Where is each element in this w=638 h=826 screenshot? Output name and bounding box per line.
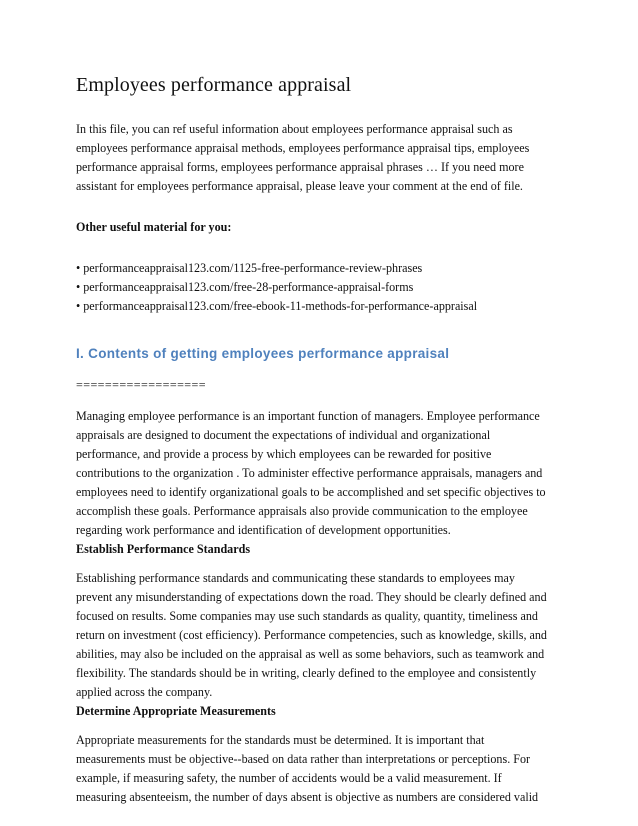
- document-page: [76, 72, 566, 807]
- establish-paragraph: [76, 569, 566, 702]
- managing-line: contributions to the organization . To administer effective performance appraisals, managers and: [76, 466, 543, 480]
- determine-line: Appropriate measurements for the standards must be determined. It is important that: [76, 733, 485, 747]
- managing-line: performance, and provide a process by which employees can be rewarded for positive: [76, 447, 492, 461]
- establish-line: Establishing performance standards and communicating these standards to employees may: [76, 571, 515, 585]
- establish-line: abilities, may also be included on the appraisal as well as some behaviors, such as teamwork and: [76, 647, 545, 661]
- link-item[interactable]: • performanceappraisal123.com/free-28-performance-appraisal-forms: [76, 280, 414, 294]
- document-title: Employees performance appraisal: [76, 74, 352, 96]
- intro-line: employees performance appraisal methods, employees performance appraisal tips, employees: [76, 141, 530, 155]
- managing-line: appraisals are designed to document the expectations of individual and organizational: [76, 428, 491, 442]
- intro-line: In this file, you can ref useful information about employees performance appraisal such as: [76, 122, 513, 136]
- managing-paragraph: [76, 407, 566, 540]
- section-heading: I. Contents of getting employees performance appraisal: [76, 346, 450, 361]
- establish-heading: Establish Performance Standards: [76, 542, 251, 556]
- establish-line: focused on results. Some companies may use such standards as quality, quantity, timeliness and: [76, 609, 538, 623]
- intro-line: performance appraisal forms, employees performance appraisal phrases … If you need more: [76, 160, 524, 174]
- link-item[interactable]: • performanceappraisal123.com/1125-free-performance-review-phrases: [76, 261, 423, 275]
- managing-line: Managing employee performance is an important function of managers. Employee performance: [76, 409, 540, 423]
- intro-line: assistant for employees performance appraisal, please leave your comment at the end of file.: [76, 179, 523, 193]
- managing-line: accomplish these goals. Performance appraisals also provide communication to the employee: [76, 504, 528, 518]
- establish-line: prevent any misunderstanding of expectations down the road. They should be clearly defined and: [76, 590, 547, 604]
- determine-paragraph: [76, 731, 566, 807]
- link-list: [76, 259, 566, 316]
- determine-heading: Determine Appropriate Measurements: [76, 704, 276, 718]
- intro-paragraph: [76, 120, 566, 196]
- link-item[interactable]: • performanceappraisal123.com/free-ebook-11-methods-for-performance-appraisal: [76, 299, 478, 313]
- establish-line: flexibility. The standards should be in writing, clearly defined to the employee and consistently: [76, 666, 537, 680]
- determine-line: measuring absenteeism, the number of days absent is objective as numbers are considered valid: [76, 790, 539, 804]
- managing-line: regarding work performance and identification of development opportunities.: [76, 523, 451, 537]
- determine-line: measurements must be objective--based on data rather than interpretations or perceptions. For: [76, 752, 531, 766]
- other-material-heading: Other useful material for you:: [76, 220, 232, 234]
- establish-line: return on investment (cost efficiency). Performance competencies, such as knowledge, skills, and: [76, 628, 547, 642]
- establish-line: applied across the company.: [76, 685, 213, 699]
- determine-line: example, if measuring safety, the number of accidents would be a valid measurement. If: [76, 771, 502, 785]
- separator-line: ==================: [76, 378, 206, 392]
- managing-line: employees need to identify organizational goals to be accomplished and set specific objectives to: [76, 485, 546, 499]
